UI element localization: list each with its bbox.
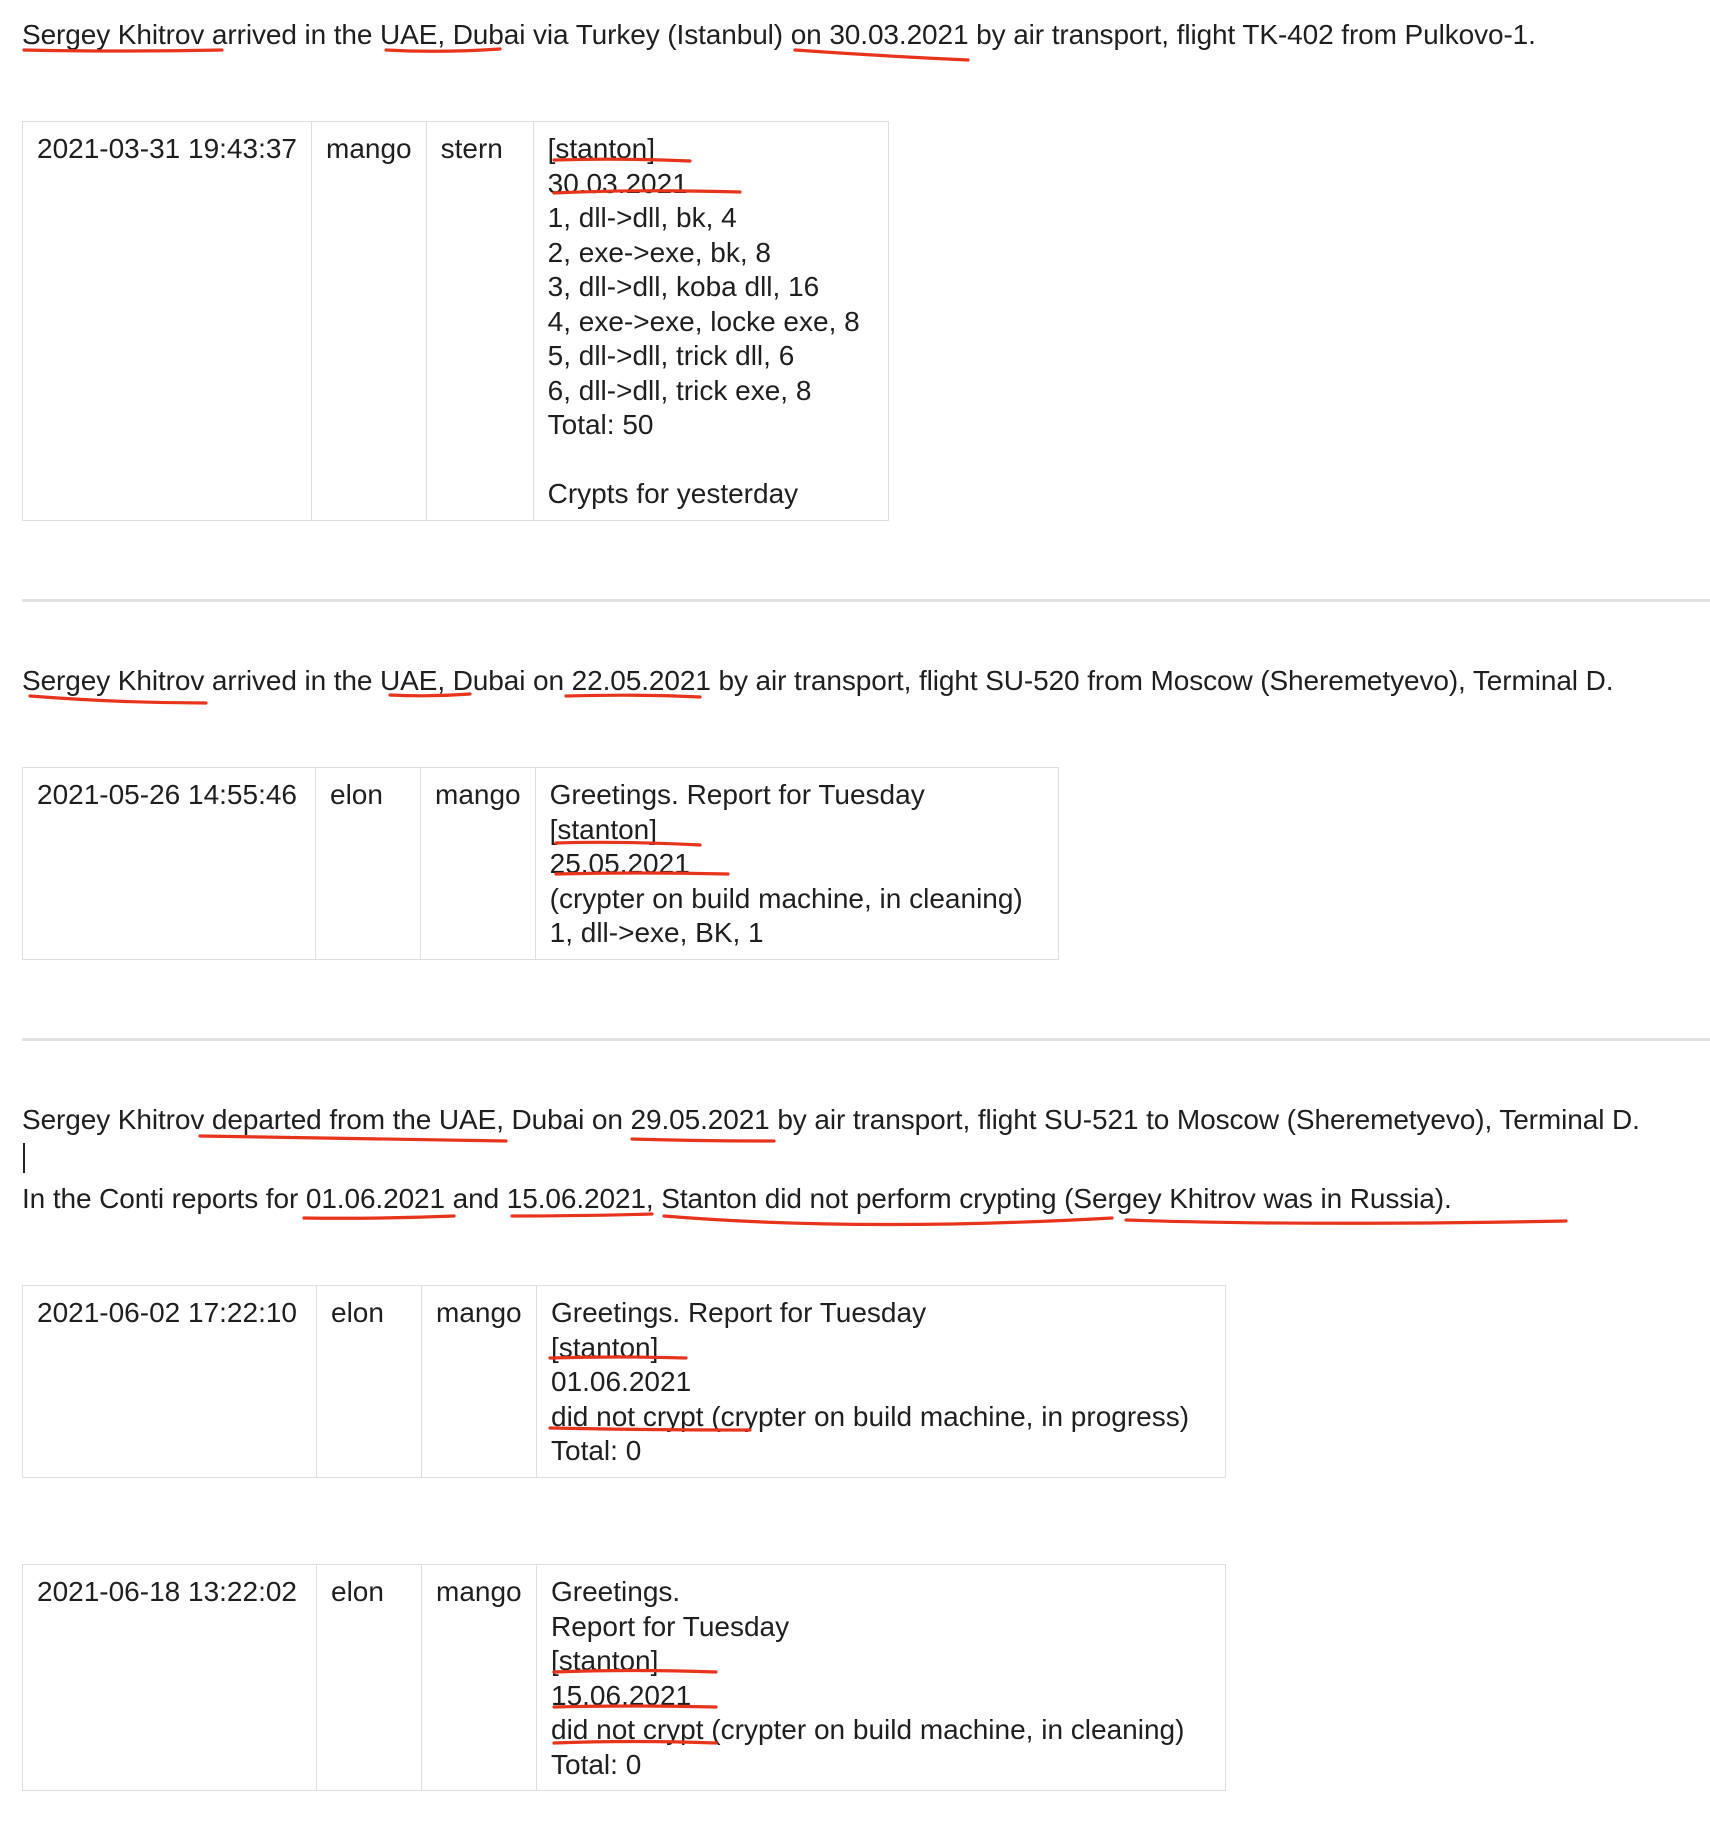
sender-cell: mango	[312, 122, 427, 521]
message-line: Greetings.	[551, 1576, 681, 1607]
chat-log-table	[22, 1564, 1226, 1791]
timestamp-cell: 2021-03-31 19:43:37	[23, 122, 312, 521]
chat-log-table	[22, 767, 1059, 960]
message-cell	[537, 1565, 1226, 1791]
timestamp-cell: 2021-05-26 14:55:46	[23, 768, 316, 960]
message-line: [stanton]	[551, 1645, 659, 1676]
message-line: 1, dll->exe, BK, 1	[549, 917, 764, 948]
recipient-cell: mango	[421, 768, 536, 960]
message-line: [stanton]	[551, 1331, 659, 1363]
paragraph-departure: Sergey Khitrov departed from the UAE, Dubai on 29.05.2021 by air transport, flight SU-521 to Moscow (Sheremetyevo), Terminal D.	[22, 1104, 1640, 1135]
message-line: 4, exe->exe, locke exe, 8	[547, 305, 860, 337]
underline-mark	[632, 1139, 774, 1141]
recipient-cell: mango	[422, 1565, 537, 1791]
paragraph-arrival-may: Sergey Khitrov arrived in the UAE, Dubai on 22.05.2021 by air transport, flight SU-520 from Moscow (Sheremetyevo), Terminal D.	[22, 665, 1614, 696]
underline-mark	[1126, 1220, 1566, 1223]
underline-mark	[664, 1216, 1112, 1225]
recipient-cell: stern	[426, 122, 533, 521]
message-cell	[537, 1286, 1226, 1478]
chat-log-table	[22, 121, 889, 521]
message-cell	[533, 122, 888, 521]
text-cursor	[23, 1143, 25, 1173]
message-line: [stanton]	[547, 133, 656, 164]
message-line: Total: 0	[551, 1748, 642, 1780]
message-line: did not crypt (crypter on build machine, in cleaning)	[551, 1714, 1185, 1745]
timestamp-cell: 2021-06-18 13:22:02	[23, 1565, 317, 1791]
message-line: 25.05.2021	[549, 848, 690, 879]
paragraph-conti-reports: In the Conti reports for 01.06.2021 and 15.06.2021, Stanton did not perform crypting (Sergey Khitrov was in Russia).	[22, 1183, 1452, 1214]
recipient-cell: mango	[422, 1286, 537, 1478]
message-line: Report for Tuesday	[551, 1610, 790, 1642]
message-line: Greetings. Report for Tuesday	[549, 779, 925, 810]
chat-log-table	[22, 1285, 1226, 1478]
message-line: (crypter on build machine, in cleaning)	[549, 882, 1023, 914]
message-line: 3, dll->dll, koba dll, 16	[547, 271, 820, 302]
message-line: 6, dll->dll, trick exe, 8	[547, 374, 812, 406]
message-line: 2, exe->exe, bk, 8	[547, 236, 771, 268]
message-line: 30.03.2021	[547, 167, 688, 199]
table-row	[23, 768, 1059, 960]
sender-cell: elon	[317, 1286, 422, 1478]
sender-cell: elon	[317, 1565, 422, 1791]
message-line: 15.06.2021	[551, 1679, 692, 1711]
paragraph-arrival-march: Sergey Khitrov arrived in the UAE, Dubai via Turkey (Istanbul) on 30.03.2021 by air transport, flight TK-402 from Pulkovo-1.	[22, 19, 1536, 50]
message-line: 01.06.2021	[551, 1366, 692, 1397]
section-divider	[22, 599, 1710, 602]
sender-cell: elon	[316, 768, 421, 960]
section-divider	[22, 1038, 1710, 1041]
message-line: Total: 50	[547, 409, 654, 440]
message-line: [stanton]	[549, 813, 658, 845]
table-row	[23, 1565, 1226, 1791]
message-line: Greetings. Report for Tuesday	[551, 1297, 927, 1328]
message-line: did not crypt (crypter on build machine, in progress)	[551, 1400, 1190, 1432]
message-line: Crypts for yesterday	[547, 478, 799, 509]
message-line: 1, dll->dll, bk, 4	[547, 202, 737, 233]
message-line	[548, 443, 874, 478]
table-row	[23, 122, 889, 521]
timestamp-cell: 2021-06-02 17:22:10	[23, 1286, 317, 1478]
message-cell	[535, 768, 1058, 960]
message-line: 5, dll->dll, trick dll, 6	[547, 340, 795, 371]
message-line: Total: 0	[551, 1435, 642, 1466]
table-row	[23, 1286, 1226, 1478]
